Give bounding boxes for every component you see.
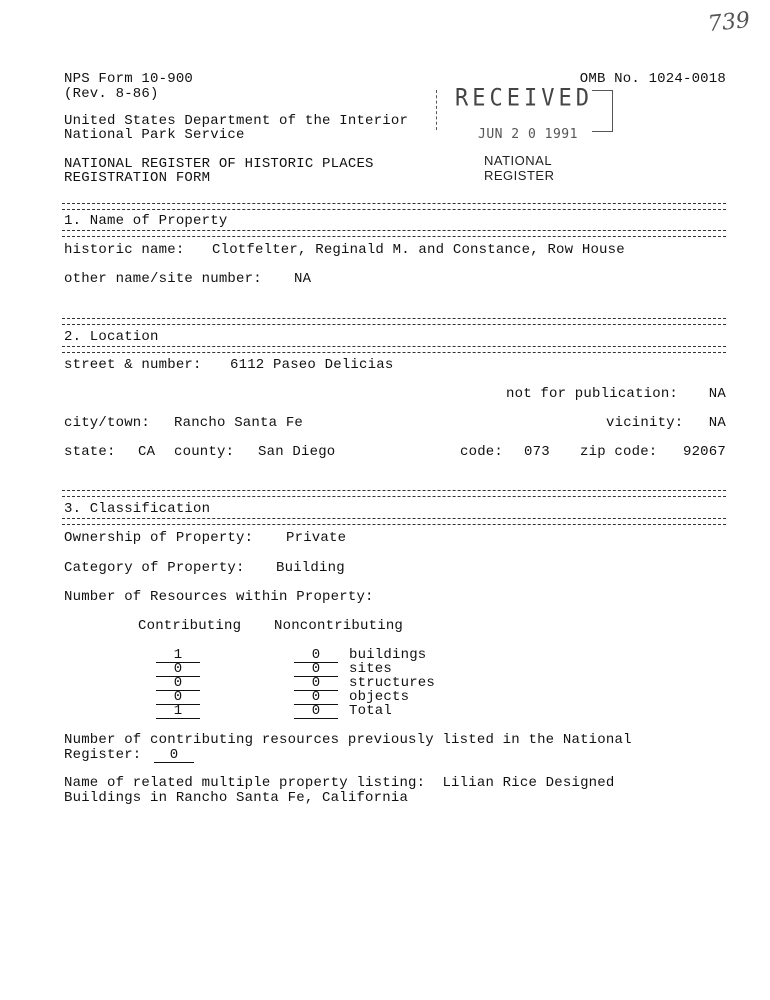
stamp-register: REGISTER xyxy=(484,168,555,183)
previously-listed-label: Number of contributing resources previously listed in the National xyxy=(64,732,632,748)
resource-type-label: buildings xyxy=(349,647,427,663)
received-stamp-date: JUN 2 0 1991 xyxy=(478,127,578,142)
contributing-count: 0 xyxy=(156,677,200,691)
ownership-label: Ownership of Property: xyxy=(64,530,254,546)
form-number: NPS Form 10-900 xyxy=(64,71,194,87)
noncontributing-count: 0 xyxy=(294,705,338,719)
previously-listed-label-cont: Register: xyxy=(64,747,142,763)
zip-label: zip code: xyxy=(580,444,658,460)
ownership-value: Private xyxy=(286,530,347,546)
category-value: Building xyxy=(276,560,345,576)
form-revision: (Rev. 8-86) xyxy=(64,86,159,102)
not-for-publication-value: NA xyxy=(708,386,726,402)
historic-name-value: Clotfelter, Reginald M. and Constance, Row House xyxy=(212,242,625,258)
resource-type-label: objects xyxy=(349,689,410,705)
noncontributing-count: 0 xyxy=(294,677,338,691)
form-title: REGISTRATION FORM xyxy=(64,170,211,186)
section-divider xyxy=(62,346,726,353)
contributing-count: 0 xyxy=(156,691,200,705)
contributing-count: 1 xyxy=(156,705,200,719)
section-divider xyxy=(62,318,726,325)
section-1-heading: 1. Name of Property xyxy=(64,213,228,229)
historic-name-label: historic name: xyxy=(64,242,185,258)
multiple-listing-value: Buildings in Rancho Santa Fe, California xyxy=(64,790,409,806)
county-label: county: xyxy=(174,444,235,460)
section-divider xyxy=(62,490,726,497)
other-name-value: NA xyxy=(294,271,312,287)
resource-type-label: structures xyxy=(349,675,436,691)
code-label: code: xyxy=(460,444,504,460)
multiple-listing-label: Name of related multiple property listing: Lilian Rice Designed xyxy=(64,775,615,791)
street-value: 6112 Paseo Delicias xyxy=(230,357,394,373)
contributing-column-header: Contributing xyxy=(138,618,242,634)
vicinity-value: NA xyxy=(708,415,726,431)
received-stamp-text: RECEIVED xyxy=(455,84,593,113)
not-for-publication-label: not for publication: xyxy=(506,386,679,402)
stamp-national: NATIONAL xyxy=(484,153,553,168)
resource-row xyxy=(156,704,200,719)
section-divider xyxy=(62,230,726,237)
other-name-label: other name/site number: xyxy=(64,271,262,287)
state-value: CA xyxy=(138,444,156,460)
handwritten-page-number: 739 xyxy=(706,7,752,38)
city-label: city/town: xyxy=(64,415,151,431)
section-divider xyxy=(62,203,726,210)
city-value: Rancho Santa Fe xyxy=(174,415,304,431)
code-value: 073 xyxy=(524,444,550,460)
resource-type-label: Total xyxy=(349,703,393,719)
noncontributing-count: 0 xyxy=(294,649,338,663)
previously-listed-value: 0 xyxy=(154,749,194,763)
zip-value: 92067 xyxy=(682,444,726,460)
section-2-heading: 2. Location xyxy=(64,329,159,345)
service-name: National Park Service xyxy=(64,127,245,143)
state-label: state: xyxy=(64,444,116,460)
noncontributing-count: 0 xyxy=(294,691,338,705)
contributing-count: 0 xyxy=(156,663,200,677)
street-label: street & number: xyxy=(64,357,202,373)
noncontributing-count: 0 xyxy=(294,663,338,677)
vicinity-label: vicinity: xyxy=(606,415,684,431)
department-name: United States Department of the Interior xyxy=(64,113,409,129)
register-title: NATIONAL REGISTER OF HISTORIC PLACES xyxy=(64,156,374,172)
omb-number: OMB No. 1024-0018 xyxy=(579,71,726,87)
category-label: Category of Property: xyxy=(64,560,245,576)
contributing-count: 1 xyxy=(156,649,200,663)
resource-type-label: sites xyxy=(349,661,393,677)
resources-label: Number of Resources within Property: xyxy=(64,589,374,605)
section-3-heading: 3. Classification xyxy=(64,501,211,517)
county-value: San Diego xyxy=(258,444,336,460)
section-divider xyxy=(62,518,726,525)
noncontributing-column-header: Noncontributing xyxy=(274,618,404,634)
previously-listed-value-wrap xyxy=(154,748,194,763)
resource-row xyxy=(294,704,338,719)
